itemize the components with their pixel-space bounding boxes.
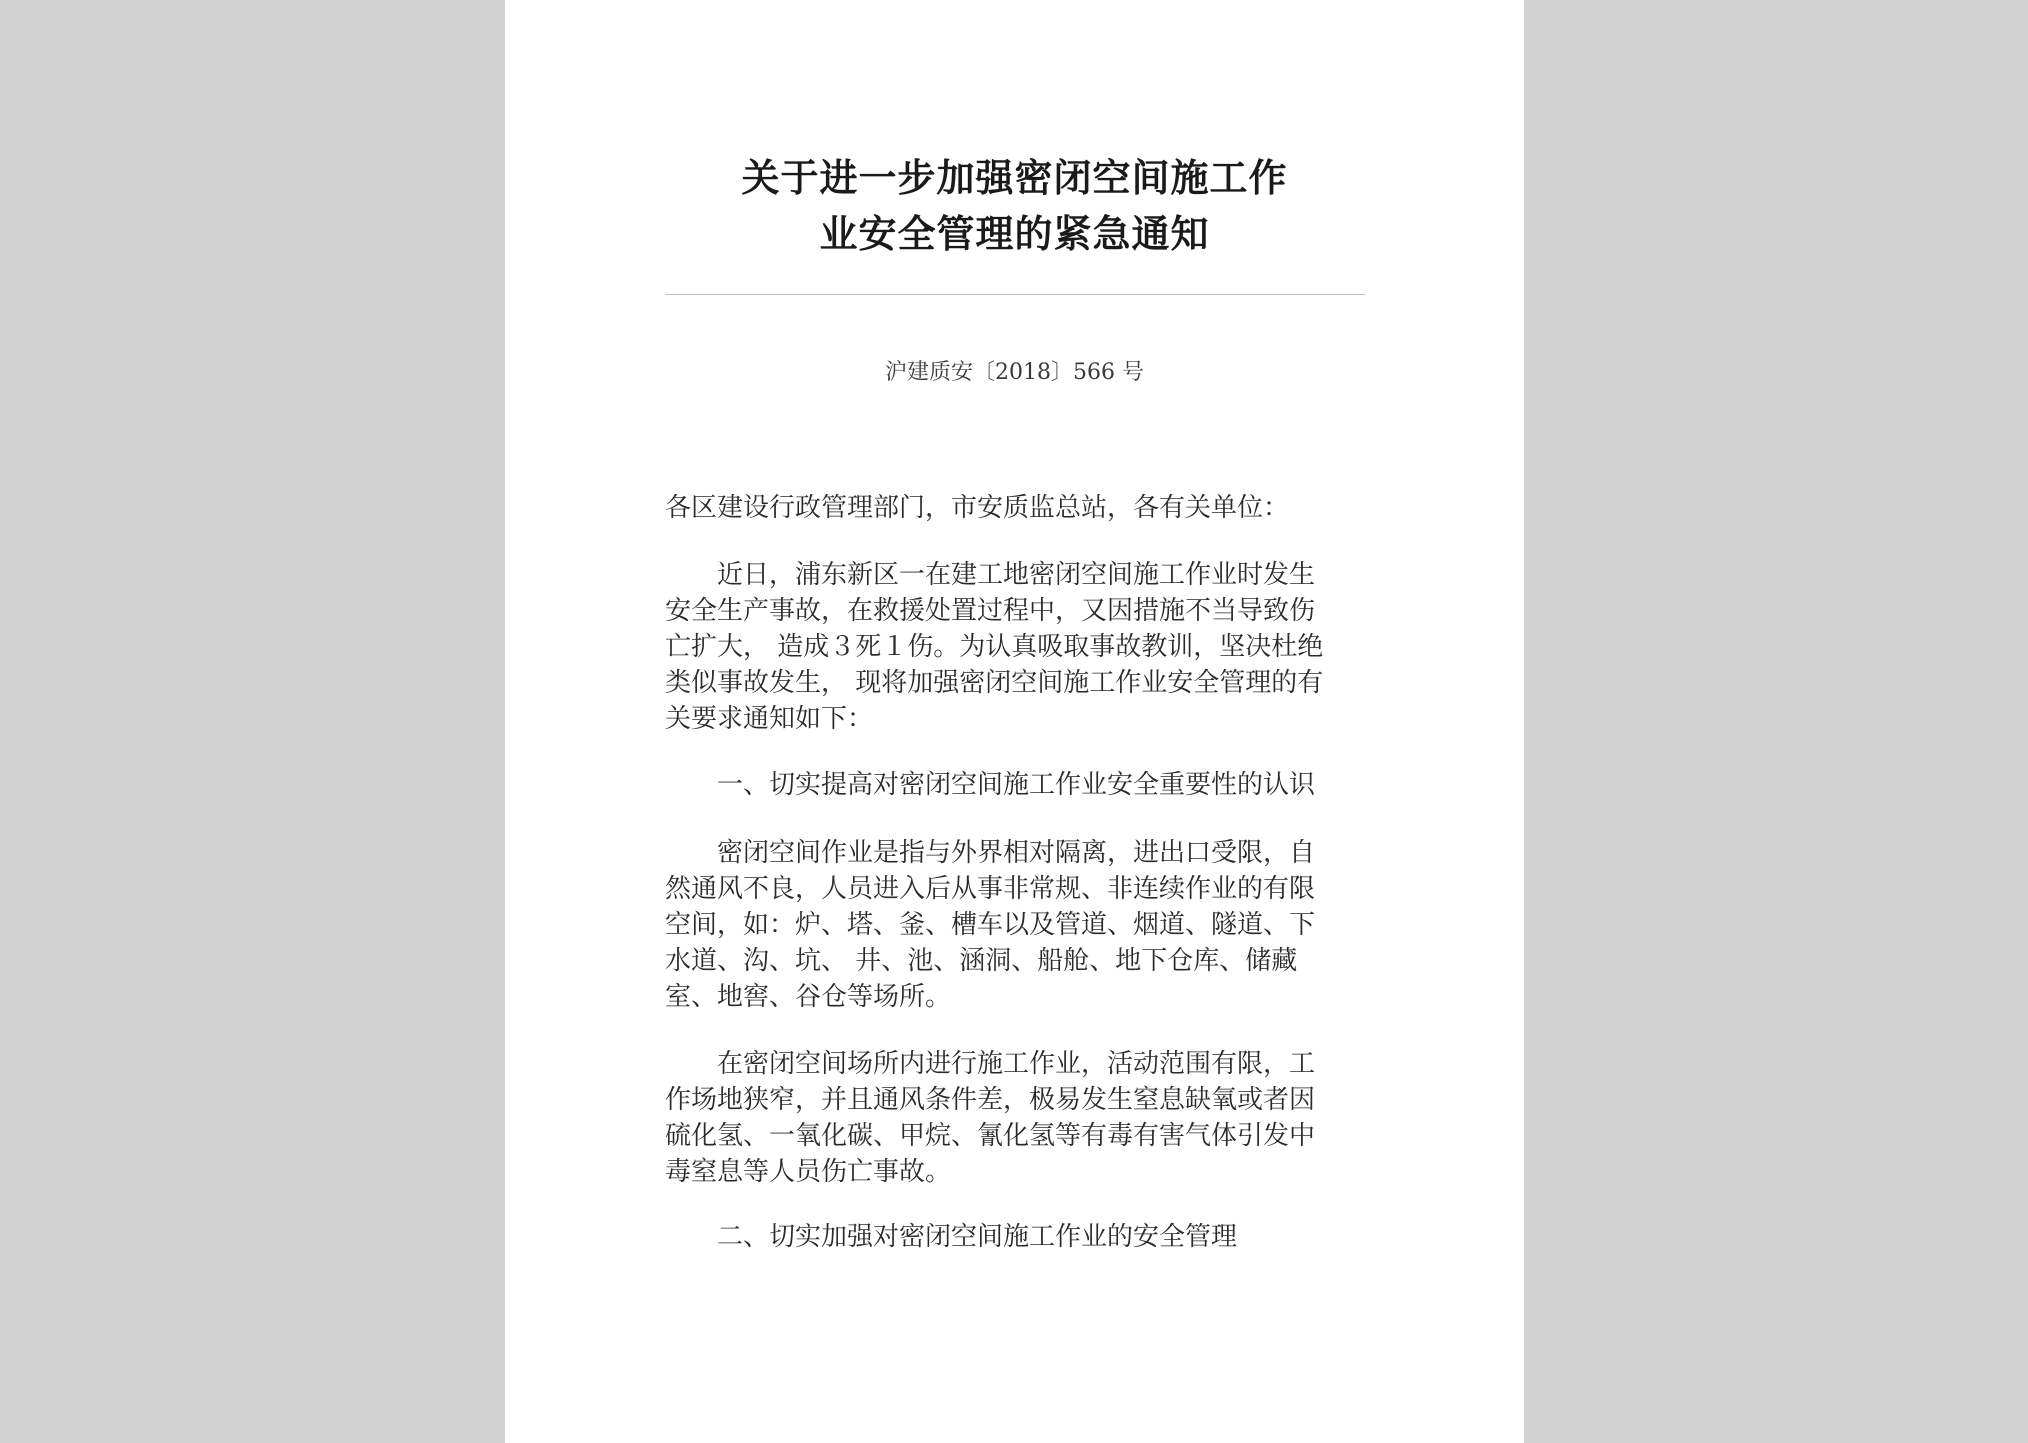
title-line-1: 关于进一步加强密闭空间施工作 <box>741 155 1288 200</box>
document-number: 沪建质安〔2018〕566 号 <box>885 360 1144 385</box>
paragraph-hazards <box>665 1046 1365 1190</box>
paragraph-line: 安全生产事故，在救援处置过程中，又因措施不当导致伤 <box>665 596 1316 626</box>
paragraph-definition <box>665 835 1365 1015</box>
paragraph-line: 硫化氢、一氧化碳、甲烷、氰化氢等有毒有害气体引发中 <box>665 1121 1316 1151</box>
heading-line: 二、切实加强对密闭空间施工作业的安全管理 <box>665 1222 1238 1252</box>
title-divider <box>665 294 1365 295</box>
section-heading-1 <box>665 767 1365 803</box>
paragraph-line: 水道、沟、坑、 井、池、涵洞、船舱、地下仓库、储藏 <box>665 946 1298 976</box>
section-heading-2 <box>665 1219 1365 1255</box>
paragraph-line: 然通风不良，人员进入后从事非常规、非连续作业的有限 <box>665 874 1316 904</box>
paragraph-line: 密闭空间作业是指与外界相对隔离，进出口受限，自 <box>665 838 1316 868</box>
paragraph-line: 室、地窖、谷仓等场所。 <box>665 982 952 1012</box>
title-line-2: 业安全管理的紧急通知 <box>819 211 1210 256</box>
paragraph-line: 亡扩大， 造成３死１伤。为认真吸取事故教训，坚决杜绝 <box>665 632 1324 662</box>
paragraph-line: 类似事故发生， 现将加强密闭空间施工作业安全管理的有 <box>665 668 1324 698</box>
paragraph-line: 作场地狭窄，并且通风条件差，极易发生窒息缺氧或者因 <box>665 1085 1316 1115</box>
document-page <box>505 0 1524 1443</box>
paragraph-line: 近日，浦东新区一在建工地密闭空间施工作业时发生 <box>665 560 1316 590</box>
salutation <box>665 490 1365 526</box>
heading-line: 一、切实提高对密闭空间施工作业安全重要性的认识 <box>665 770 1316 800</box>
paragraph-line: 在密闭空间场所内进行施工作业，活动范围有限，工 <box>665 1049 1316 1079</box>
paragraph-intro <box>665 557 1365 737</box>
document-title <box>505 150 1524 262</box>
salutation-line: 各区建设行政管理部门，市安质监总站，各有关单位： <box>665 493 1290 523</box>
paragraph-line: 空间，如：炉、塔、釜、槽车以及管道、烟道、隧道、下 <box>665 910 1316 940</box>
paragraph-line: 毒窒息等人员伤亡事故。 <box>665 1157 952 1187</box>
paragraph-line: 关要求通知如下： <box>665 704 874 734</box>
